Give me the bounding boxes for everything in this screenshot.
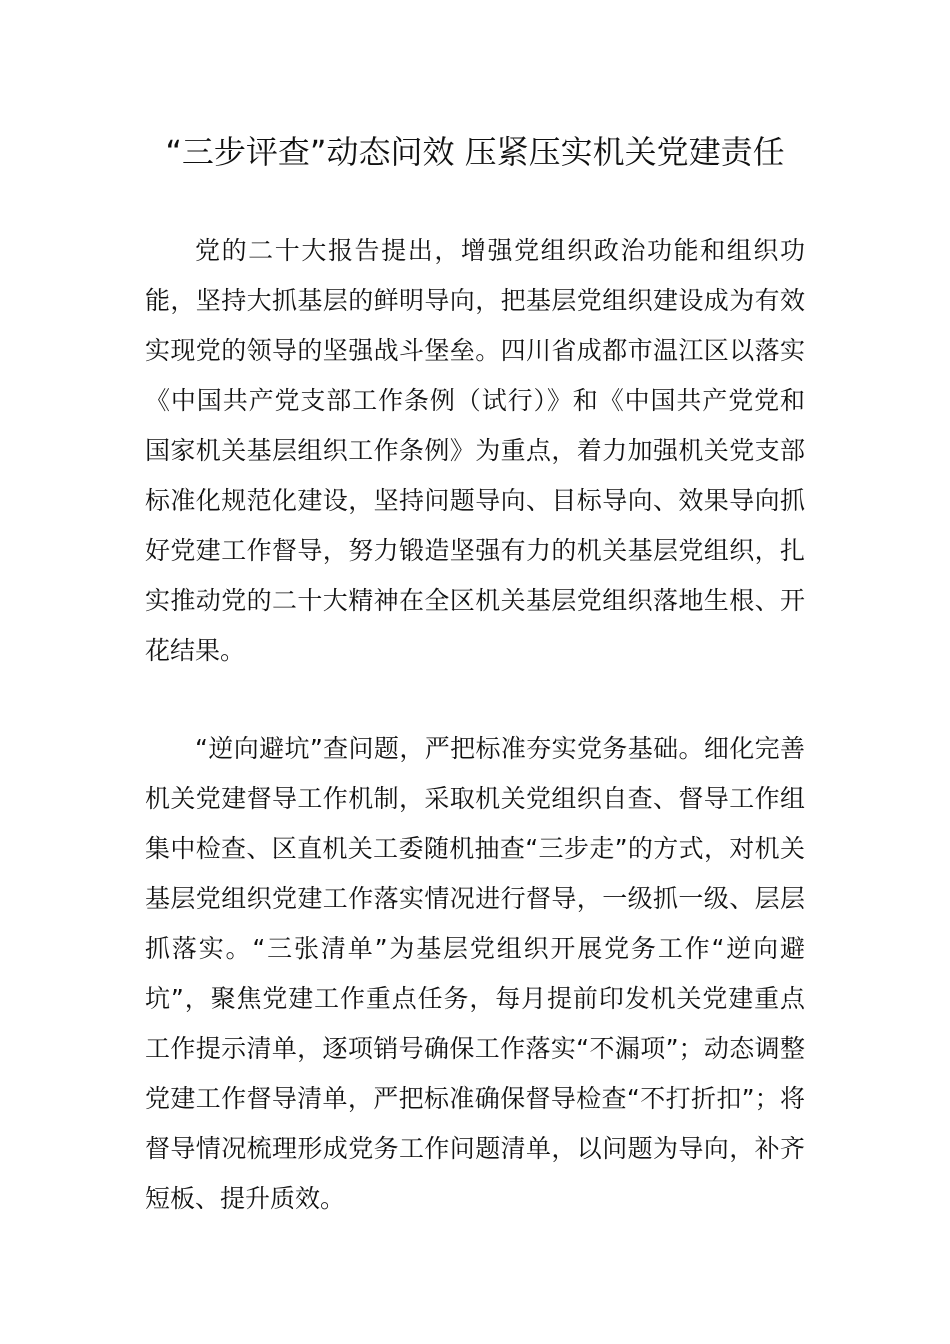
paragraph-intro: 党的二十大报告提出，增强党组织政治功能和组织功能，坚持大抓基层的鲜明导向，把基层党组织建设成为有效实现党的领导的坚强战斗堡垒。四川省成都市温江区以落实《中国共产党支部工作条例（试行）》和《中国共产党党和国家机关基层组织工作条例》为重点，着力加强机关党支部标准化规范化建设，坚持问题导向、目标导向、效果导向抓好党建工作督导，努力锻造坚强有力的机关基层党组织，扎实推动党的二十大精神在全区机关基层党组织落地生根、开花结果。 (145, 236, 805, 665)
document-title: “三步评查”动态问效 压紧压实机关党建责任 (165, 133, 785, 171)
paragraph-reverse-pit-avoidance: “逆向避坑”查问题，严把标准夯实党务基础。细化完善机关党建督导工作机制，采取机关党组织自查、督导工作组集中检查、区直机关工委随机抽查“三步走”的方式，对机关基层党组织党建工作落实情况进行督导，一级抓一级、层层抓落实。“三张清单”为基层党组织开展党务工作“逆向避坑”，聚焦党建工作重点任务，每月提前印发机关党建重点工作提示清单，逐项销号确保工作落实“不漏项”；动态调整党建工作督导清单，严把标准确保督导检查“不打折扣”；将督导情况梳理形成党务工作问题清单，以问题为导向，补齐短板、提升质效。 (145, 734, 805, 1213)
